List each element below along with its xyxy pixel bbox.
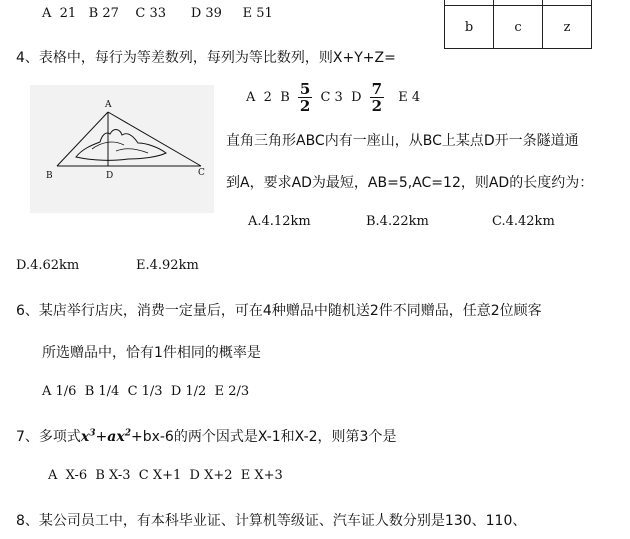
q4-frac-b: $\frac{5}{2}$ bbox=[299, 80, 311, 115]
q7-exp2: 2 bbox=[124, 428, 131, 439]
q4-options bbox=[246, 80, 420, 116]
sequence-table bbox=[444, 0, 592, 49]
q4-frac-d: $\frac{7}{2}$ bbox=[371, 80, 383, 115]
q7-prefix: 7、多项式 bbox=[16, 429, 81, 445]
q5-line1: 直角三角形ABC内有一座山，从BC上某点D开一条隧道通 bbox=[226, 133, 579, 149]
table-cell-c: c bbox=[494, 6, 543, 49]
triangle-mountain-figure bbox=[30, 85, 214, 213]
vertex-a-label: A bbox=[105, 100, 112, 110]
table-cell-b: b bbox=[445, 6, 494, 49]
q4-opt-cd: C 3 D bbox=[320, 90, 362, 105]
q5-opt-c: C.4.42km bbox=[492, 214, 555, 229]
table-cell-z: z bbox=[543, 6, 592, 49]
triangle-svg bbox=[30, 85, 214, 213]
q5-line2: 到A，要求AD为最短，AB=5,AC=12，则AD的长度约为： bbox=[226, 175, 594, 191]
point-d-label: D bbox=[106, 171, 114, 181]
q7-stem bbox=[16, 426, 396, 446]
vertex-c-label: C bbox=[198, 168, 205, 178]
q7-term2: ax bbox=[107, 429, 125, 445]
vertex-b-label: B bbox=[46, 171, 53, 181]
q4-stem: 4、表格中，每行为等差数列，每列为等比数列，则X+Y+Z= bbox=[16, 50, 396, 66]
q8-line1: 8、某公司员工中，有本科毕业证、计算机等级证、汽车证人数分别是130、110、 bbox=[16, 513, 527, 529]
q7-plus: + bbox=[95, 429, 108, 445]
q7-options: A X-6 B X-3 C X+1 D X+2 E X+3 bbox=[48, 468, 283, 483]
q6-line2: 所选赠品中，恰有1件相同的概率是 bbox=[42, 345, 261, 361]
q5-opt-b: B.4.22km bbox=[366, 214, 429, 229]
q7-exp1: 3 bbox=[89, 428, 96, 439]
q6-line1: 6、某店举行店庆，消费一定量后，可在4种赠品中随机送2件不同赠品，任意2位顾客 bbox=[16, 303, 542, 319]
q4-opt-a: A 2 B bbox=[246, 90, 290, 105]
q7-suffix: +bx-6的两个因式是X-1和X-2，则第3个是 bbox=[130, 429, 397, 445]
q6-options: A 1/6 B 1/4 C 1/3 D 1/2 E 2/3 bbox=[42, 384, 250, 399]
q3-options: A 21 B 27 C 33 D 39 E 51 bbox=[42, 6, 273, 21]
q7-term1: x bbox=[80, 429, 90, 445]
q4-opt-e: E 4 bbox=[398, 90, 421, 105]
q5-opt-a: A.4.12km bbox=[248, 214, 311, 229]
q5-opt-e: E.4.92km bbox=[136, 258, 199, 273]
q5-opt-d: D.4.62km bbox=[16, 258, 80, 273]
